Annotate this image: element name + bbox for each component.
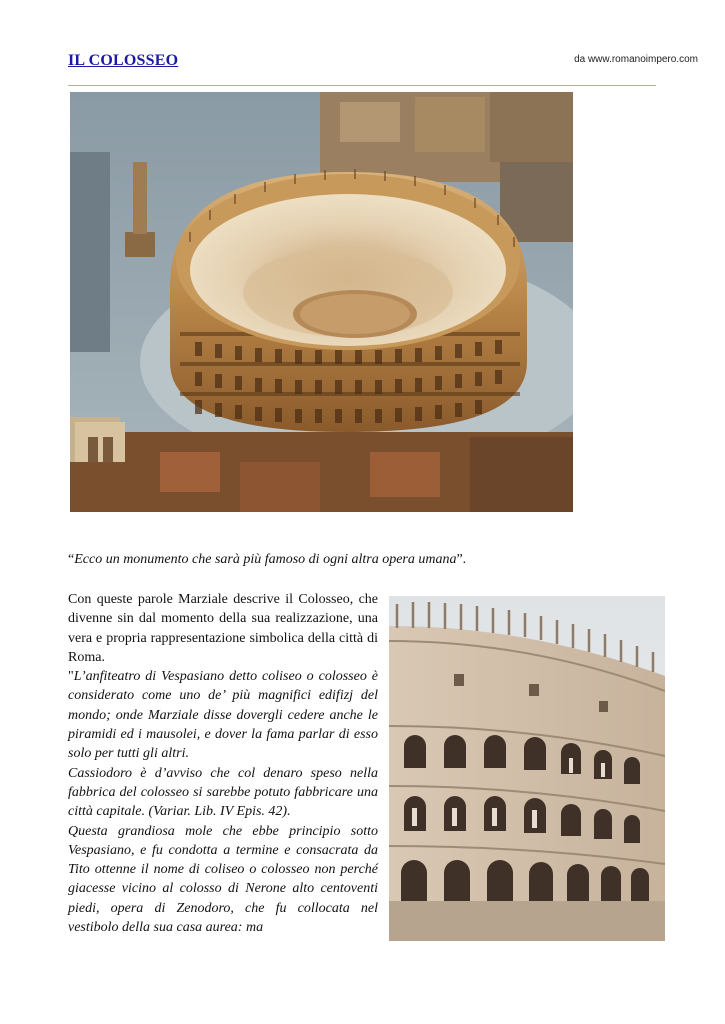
colosseum-facade-image [389,596,665,941]
paragraph-intro: Con queste parole Marziale descrive il Colosseo, che divenne sin dal momento della sua realizzazione, una vera e propria rappresentazione simbolica della città di Roma. [68,592,378,665]
colosseum-aerial-illustration [70,92,573,512]
quote-close-mark: ”. [456,552,467,567]
colosseum-facade-illustration [389,596,665,941]
opening-quote [68,550,668,569]
paragraph-anfiteatro-text: L’anfiteatro di Vespasiano detto coliseo o colosseo è considerato come uno de’ più magnifici edifizj del mondo; onde Marziale disse dovergli cedere anche le piramidi ed i mausolei, e dover la fama parlar di esso solo per tutti gli altri. [68,669,378,762]
page-title: IL COLOSSEO [68,52,179,69]
header-divider [68,85,656,86]
paragraph-prefix: " [68,669,74,685]
paragraph-cassiodoro: Cassiodoro è d’avviso che col denaro speso nella fabbrica del colosseo si sarebbe potuto fabbricare una città capitale. (Variar. Lib. IV Epis. 42). [68,765,378,820]
colosseum-aerial-image [70,92,573,512]
source-credit: da www.romanoimpero.com [574,54,698,65]
paragraph-grandiosa-mole: Questa grandiosa mole che ebbe principio sotto Vespasiano, e fu condotta a termine e consacrata da Tito ottenne il nome di coliseo o colosseo non perché giacesse vicino al colosso di Nerone alto centoventi piedi, opera di Zenodoro, che fu collocata nel vestibolo della sua casa aurea: ma [68,823,378,936]
paragraph-anfiteatro [68,667,378,763]
article-body [68,590,378,937]
quote-text: Ecco un monumento che sarà più famoso di ogni altra opera umana [74,552,457,567]
quote-open-mark: “ [68,552,75,567]
